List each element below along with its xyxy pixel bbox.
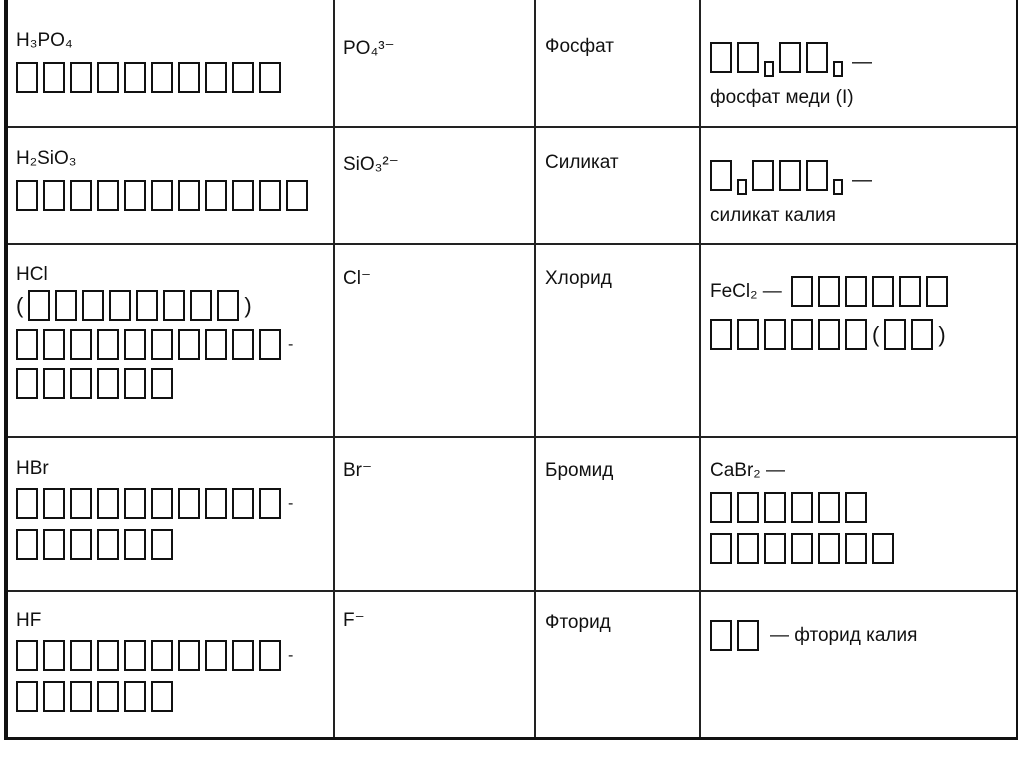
letter-box[interactable] xyxy=(259,180,281,211)
letter-box[interactable] xyxy=(205,329,227,360)
letter-box[interactable] xyxy=(16,180,38,211)
letter-box[interactable] xyxy=(286,180,308,211)
letter-box[interactable] xyxy=(124,529,146,560)
answer-boxes xyxy=(710,492,894,523)
letter-box[interactable] xyxy=(97,62,119,93)
letter-box[interactable] xyxy=(151,368,173,399)
letter-box[interactable] xyxy=(845,533,867,564)
letter-box[interactable] xyxy=(737,42,759,73)
example-cell xyxy=(710,460,894,564)
salt-type-label: Хлорид xyxy=(545,268,612,289)
anion-cell xyxy=(343,154,399,176)
letter-box[interactable] xyxy=(124,640,146,671)
subscript-box[interactable] xyxy=(737,179,747,195)
answer-boxes xyxy=(16,62,281,93)
letter-box[interactable] xyxy=(97,529,119,560)
letter-box[interactable] xyxy=(710,160,732,191)
salt-type-cell xyxy=(545,460,613,482)
letter-box[interactable] xyxy=(791,533,813,564)
letter-box[interactable] xyxy=(178,62,200,93)
answer-boxes xyxy=(16,368,293,399)
letter-box[interactable] xyxy=(710,42,732,73)
answer-boxes xyxy=(710,42,872,73)
letter-box[interactable] xyxy=(70,681,92,712)
letter-box[interactable] xyxy=(124,488,146,519)
letter-box[interactable] xyxy=(16,62,38,93)
letter-box[interactable] xyxy=(151,180,173,211)
worksheet-table xyxy=(4,0,1018,740)
letter-box[interactable] xyxy=(818,319,840,350)
salt-type-label: Силикат xyxy=(545,152,619,173)
acid-cell xyxy=(16,148,308,211)
answer-boxes xyxy=(16,529,293,560)
dash: — xyxy=(852,169,872,191)
letter-box[interactable] xyxy=(151,488,173,519)
letter-box[interactable] xyxy=(872,533,894,564)
answer-boxes xyxy=(16,681,293,712)
letter-box[interactable] xyxy=(43,488,65,519)
letter-box[interactable] xyxy=(82,290,104,321)
letter-box[interactable] xyxy=(16,488,38,519)
anion-formula: SiO₃²⁻ xyxy=(343,154,399,175)
letter-box[interactable] xyxy=(124,329,146,360)
subscript-box[interactable] xyxy=(764,61,774,77)
letter-box[interactable] xyxy=(737,319,759,350)
letter-box[interactable] xyxy=(205,180,227,211)
column-divider xyxy=(699,0,701,737)
letter-box[interactable] xyxy=(737,492,759,523)
answer-boxes xyxy=(710,276,948,307)
letter-box[interactable] xyxy=(259,62,281,93)
answer-boxes xyxy=(710,319,948,350)
letter-box[interactable] xyxy=(55,290,77,321)
salt-type-label: Фосфат xyxy=(545,36,614,57)
hyphen: - xyxy=(288,647,294,664)
row-divider xyxy=(8,243,1016,245)
letter-box[interactable] xyxy=(43,62,65,93)
example-formula: CaBr₂ — xyxy=(710,460,785,481)
salt-type-cell xyxy=(545,152,619,174)
letter-box[interactable] xyxy=(764,492,786,523)
column-divider xyxy=(333,0,335,737)
letter-box[interactable] xyxy=(70,329,92,360)
example-formula: FeCl₂ — xyxy=(710,281,782,302)
row-divider xyxy=(8,590,1016,592)
letter-box[interactable] xyxy=(43,329,65,360)
letter-box[interactable] xyxy=(70,640,92,671)
subscript-box[interactable] xyxy=(833,61,843,77)
letter-box[interactable] xyxy=(28,290,50,321)
example-cell xyxy=(710,620,917,651)
letter-box[interactable] xyxy=(97,368,119,399)
letter-box[interactable] xyxy=(737,533,759,564)
example-cell xyxy=(710,276,948,350)
letter-box[interactable] xyxy=(70,368,92,399)
answer-boxes xyxy=(16,329,293,360)
letter-box[interactable] xyxy=(791,319,813,350)
letter-box[interactable] xyxy=(911,319,933,350)
example-name: — фторид калия xyxy=(770,625,918,646)
anion-cell xyxy=(343,268,371,290)
letter-box[interactable] xyxy=(764,319,786,350)
letter-box[interactable] xyxy=(259,488,281,519)
anion-cell xyxy=(343,460,372,482)
anion-formula: Br⁻ xyxy=(343,460,373,481)
acid-cell xyxy=(16,30,281,93)
answer-boxes xyxy=(710,533,894,564)
letter-box[interactable] xyxy=(124,681,146,712)
letter-box[interactable] xyxy=(136,290,158,321)
acid-cell xyxy=(16,610,293,712)
letter-box[interactable] xyxy=(779,160,801,191)
anion-formula: Cl⁻ xyxy=(343,268,371,289)
letter-box[interactable] xyxy=(97,329,119,360)
row-divider xyxy=(8,126,1016,128)
example-name: силикат калия xyxy=(710,205,836,226)
row-divider xyxy=(8,436,1016,438)
answer-boxes xyxy=(16,488,293,519)
open-paren: ( xyxy=(16,293,24,318)
letter-box[interactable] xyxy=(884,319,906,350)
letter-box[interactable] xyxy=(818,276,840,307)
anion-formula: F⁻ xyxy=(343,610,365,631)
letter-box[interactable] xyxy=(178,180,200,211)
hyphen: - xyxy=(288,495,294,512)
letter-box[interactable] xyxy=(16,329,38,360)
letter-box[interactable] xyxy=(151,681,173,712)
anion-formula: PO₄³⁻ xyxy=(343,38,395,59)
letter-box[interactable] xyxy=(109,290,131,321)
letter-box[interactable] xyxy=(178,329,200,360)
letter-box[interactable] xyxy=(205,488,227,519)
salt-type-cell xyxy=(545,36,614,58)
letter-box[interactable] xyxy=(16,368,38,399)
letter-box[interactable] xyxy=(151,640,173,671)
letter-box[interactable] xyxy=(845,276,867,307)
letter-box[interactable] xyxy=(151,329,173,360)
letter-box[interactable] xyxy=(151,62,173,93)
letter-box[interactable] xyxy=(178,488,200,519)
letter-box[interactable] xyxy=(16,681,38,712)
letter-box[interactable] xyxy=(97,681,119,712)
letter-box[interactable] xyxy=(259,329,281,360)
salt-type-cell xyxy=(545,268,612,290)
letter-box[interactable] xyxy=(710,319,732,350)
example-name: фосфат меди (I) xyxy=(710,87,854,108)
letter-box[interactable] xyxy=(818,533,840,564)
letter-box[interactable] xyxy=(70,180,92,211)
letter-box[interactable] xyxy=(97,180,119,211)
letter-box[interactable] xyxy=(232,640,254,671)
salt-type-label: Бромид xyxy=(545,460,614,481)
letter-box[interactable] xyxy=(43,529,65,560)
letter-box[interactable] xyxy=(710,492,732,523)
open-paren: ( xyxy=(872,322,880,347)
example-cell xyxy=(710,160,872,227)
letter-box[interactable] xyxy=(43,681,65,712)
letter-box[interactable] xyxy=(806,42,828,73)
anion-cell xyxy=(343,610,365,632)
salt-type-label: Фторид xyxy=(545,612,611,633)
letter-box[interactable] xyxy=(217,290,239,321)
column-divider xyxy=(534,0,536,737)
acid-formula: HBr xyxy=(16,458,49,479)
letter-box[interactable] xyxy=(259,640,281,671)
acid-cell xyxy=(16,264,293,399)
letter-box[interactable] xyxy=(232,329,254,360)
letter-box[interactable] xyxy=(151,529,173,560)
letter-box[interactable] xyxy=(872,276,894,307)
letter-box[interactable] xyxy=(16,529,38,560)
example-cell xyxy=(710,42,872,109)
letter-box[interactable] xyxy=(232,62,254,93)
letter-box[interactable] xyxy=(737,620,759,651)
letter-box[interactable] xyxy=(845,319,867,350)
acid-formula: HF xyxy=(16,610,42,631)
letter-box[interactable] xyxy=(232,180,254,211)
salt-type-cell xyxy=(545,612,611,634)
letter-box[interactable] xyxy=(43,180,65,211)
letter-box[interactable] xyxy=(710,533,732,564)
letter-box[interactable] xyxy=(97,488,119,519)
letter-box[interactable] xyxy=(779,42,801,73)
letter-box[interactable] xyxy=(926,276,948,307)
letter-box[interactable] xyxy=(178,640,200,671)
letter-box[interactable] xyxy=(124,180,146,211)
anion-cell xyxy=(343,38,395,60)
answer-boxes xyxy=(16,640,293,671)
letter-box[interactable] xyxy=(791,492,813,523)
letter-box[interactable] xyxy=(205,62,227,93)
letter-box[interactable] xyxy=(43,640,65,671)
letter-box[interactable] xyxy=(205,640,227,671)
close-paren: ) xyxy=(938,322,946,347)
letter-box[interactable] xyxy=(899,276,921,307)
answer-boxes xyxy=(710,160,872,191)
letter-box[interactable] xyxy=(752,160,774,191)
close-paren: ) xyxy=(244,293,252,318)
letter-box[interactable] xyxy=(43,368,65,399)
answer-boxes xyxy=(710,620,917,651)
subscript-box[interactable] xyxy=(833,179,843,195)
acid-formula: H₂SiO₃ xyxy=(16,148,77,169)
answer-boxes xyxy=(16,290,293,321)
letter-box[interactable] xyxy=(70,62,92,93)
acid-cell xyxy=(16,458,293,560)
letter-box[interactable] xyxy=(163,290,185,321)
hyphen: - xyxy=(288,336,294,353)
letter-box[interactable] xyxy=(764,533,786,564)
letter-box[interactable] xyxy=(232,488,254,519)
letter-box[interactable] xyxy=(124,368,146,399)
letter-box[interactable] xyxy=(124,62,146,93)
letter-box[interactable] xyxy=(818,492,840,523)
letter-box[interactable] xyxy=(806,160,828,191)
letter-box[interactable] xyxy=(791,276,813,307)
answer-boxes xyxy=(16,180,308,211)
letter-box[interactable] xyxy=(190,290,212,321)
letter-box[interactable] xyxy=(70,529,92,560)
acid-formula: HCl xyxy=(16,264,48,285)
letter-box[interactable] xyxy=(97,640,119,671)
acid-formula: H₃PO₄ xyxy=(16,30,73,51)
letter-box[interactable] xyxy=(16,640,38,671)
letter-box[interactable] xyxy=(70,488,92,519)
dash: — xyxy=(852,51,872,73)
letter-box[interactable] xyxy=(845,492,867,523)
letter-box[interactable] xyxy=(710,620,732,651)
